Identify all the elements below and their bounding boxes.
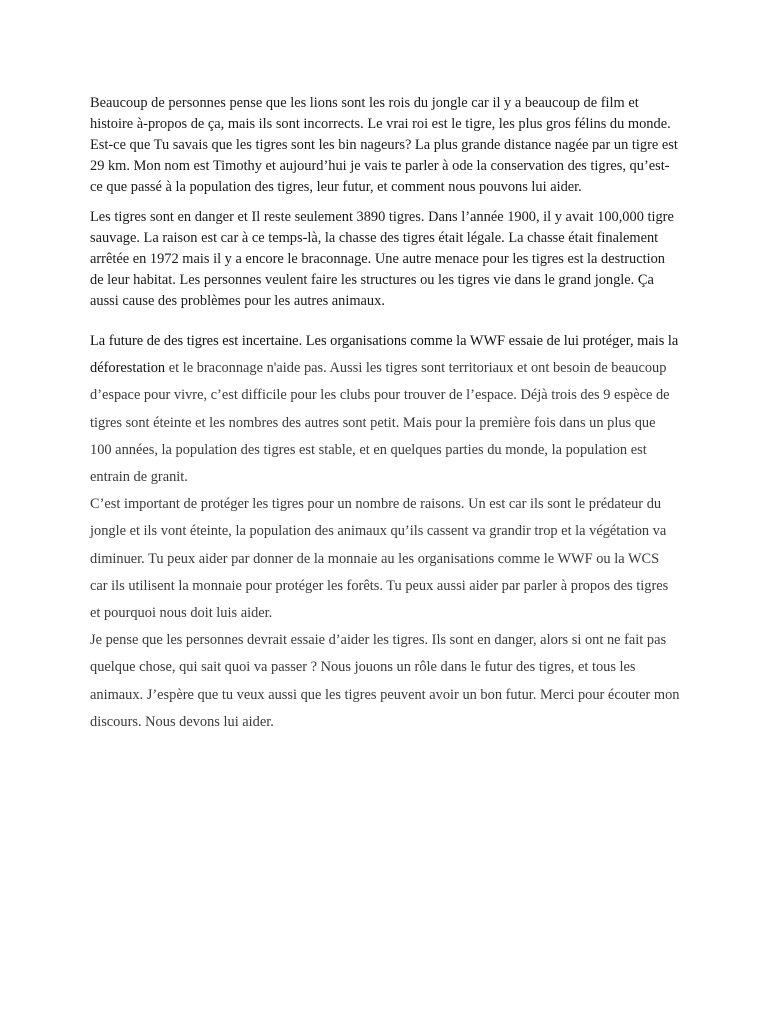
paragraph-conclusion: Je pense que les personnes devrait essaie d’aider les tigres. Ils sont en danger, alors si ont ne fait pas quelque chose, qui sait quoi va passer ? Nous jouons un rôle dans le futur des tigres, et tous les animaux. J’espère que tu veux aussi que les tigres peuvent avoir un bon futur. Merci pour écouter mon discours. Nous devons lui aider. [90, 632, 680, 730]
paragraph-importance: C’est important de protéger les tigres pour un nombre de raisons. Un est car ils sont le prédateur du jongle et ils vont éteinte, la population des animaux qu’ils cassent va grandir trop et la végétation va diminuer. Tu peux aider par donner de la monnaie au les organisations comme le WWF ou la WCS car ils utilisent la monnaie pour protéger les forêts. Tu peux aussi aider par parler à propos des tigres et pourquoi nous doit luis aider. [90, 496, 669, 622]
paragraph-future [90, 328, 680, 491]
paragraph-future-rest: et le braconnage n'aide pas. Aussi les tigres sont territoriaux et ont besoin de beaucoup d’espace pour vivre, c’est difficile pour les clubs pour trouver de l’espace. Déjà trois des 9 espèce de tigres sont éteinte et les nombres des autres sont petit. Mais pour la première fois dans un plus que 100 années, la population des tigres est stable, et en quelques parties du monde, la population est entrain de granit. [90, 360, 670, 486]
paragraph-danger: Les tigres sont en danger et Il reste seulement 3890 tigres. Dans l’année 1900, il y avait 100,000 tigre sauvage. La raison est car à ce temps-là, la chasse des tigres était légale. La chasse était finalement arrêtée en 1972 mais il y a encore le braconnage. Une autre menace pour les tigres est la destruction de leur habitat. Les personnes veulent faire les structures ou les tigres vie dans le grand jongle. Ça aussi cause des problèmes pour les autres animaux. [90, 209, 674, 309]
paragraph-intro: Beaucoup de personnes pense que les lions sont les rois du jongle car il y a beaucoup de film et histoire à-propos de ça, mais ils sont incorrects. Le vrai roi est le tigre, les plus gros félins du monde. Est-ce que Tu savais que les tigres sont les bin nageurs? La plus grande distance nagée par un tigre est 29 km. Mon nom est Timothy et aujourd’hui je vais te parler à ode la conservation des tigres, qu’est-ce que passé à la population des tigres, leur futur, et comment nous pouvons lui aider. [90, 95, 678, 195]
paragraph-future-lead: La future de des tigres est incertaine. Les organisations comme la WWF essaie de lui protéger, mais la déforestation [90, 333, 679, 377]
document-body [90, 93, 680, 736]
